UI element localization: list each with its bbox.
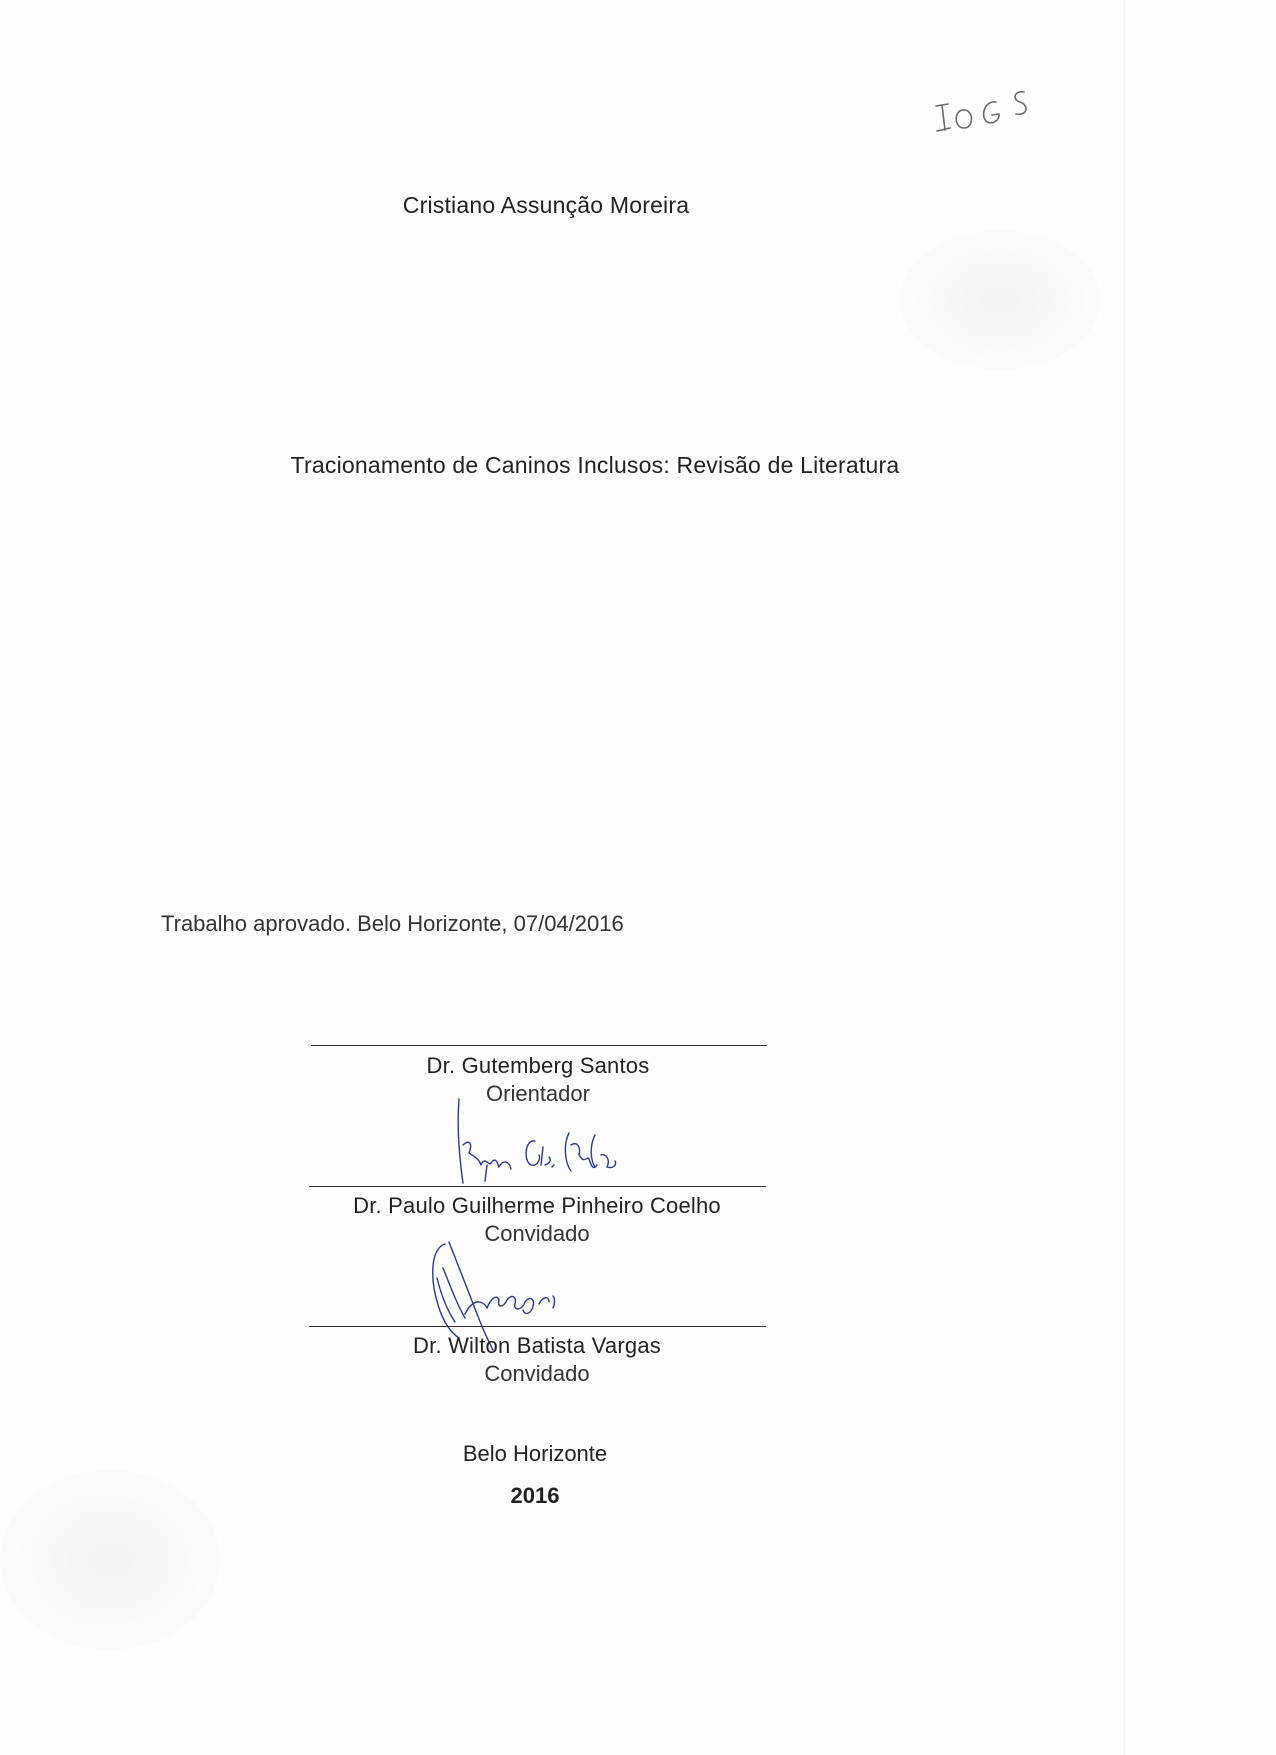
handwritten-signature — [455, 1095, 645, 1205]
document-title: Tracionamento de Caninos Inclusos: Revisão de Literatura — [290, 452, 900, 478]
committee-member-name: Dr. Gutemberg Santos — [426, 1053, 650, 1078]
signature-line — [309, 1326, 766, 1327]
scan-smudge — [0, 1470, 220, 1650]
committee-member-role: Convidado — [484, 1361, 590, 1386]
signature-line — [311, 1045, 767, 1046]
city: Belo Horizonte — [462, 1441, 608, 1466]
handwritten-note — [928, 84, 1058, 144]
committee-member-name: Dr. Paulo Guilherme Pinheiro Coelho — [353, 1193, 721, 1218]
approval-line: Trabalho aprovado. Belo Horizonte, 07/04/2016 — [161, 911, 624, 936]
committee-member-role: Orientador — [486, 1081, 590, 1106]
signature-line — [309, 1186, 766, 1187]
committee-member-name: Dr. Wilton Batista Vargas — [413, 1333, 661, 1358]
scan-smudge — [900, 230, 1100, 370]
committee-member-role: Convidado — [484, 1221, 590, 1246]
page-edge-shadow — [1123, 0, 1126, 1755]
author-name: Cristiano Assunção Moreira — [402, 192, 690, 218]
year: 2016 — [510, 1483, 560, 1508]
